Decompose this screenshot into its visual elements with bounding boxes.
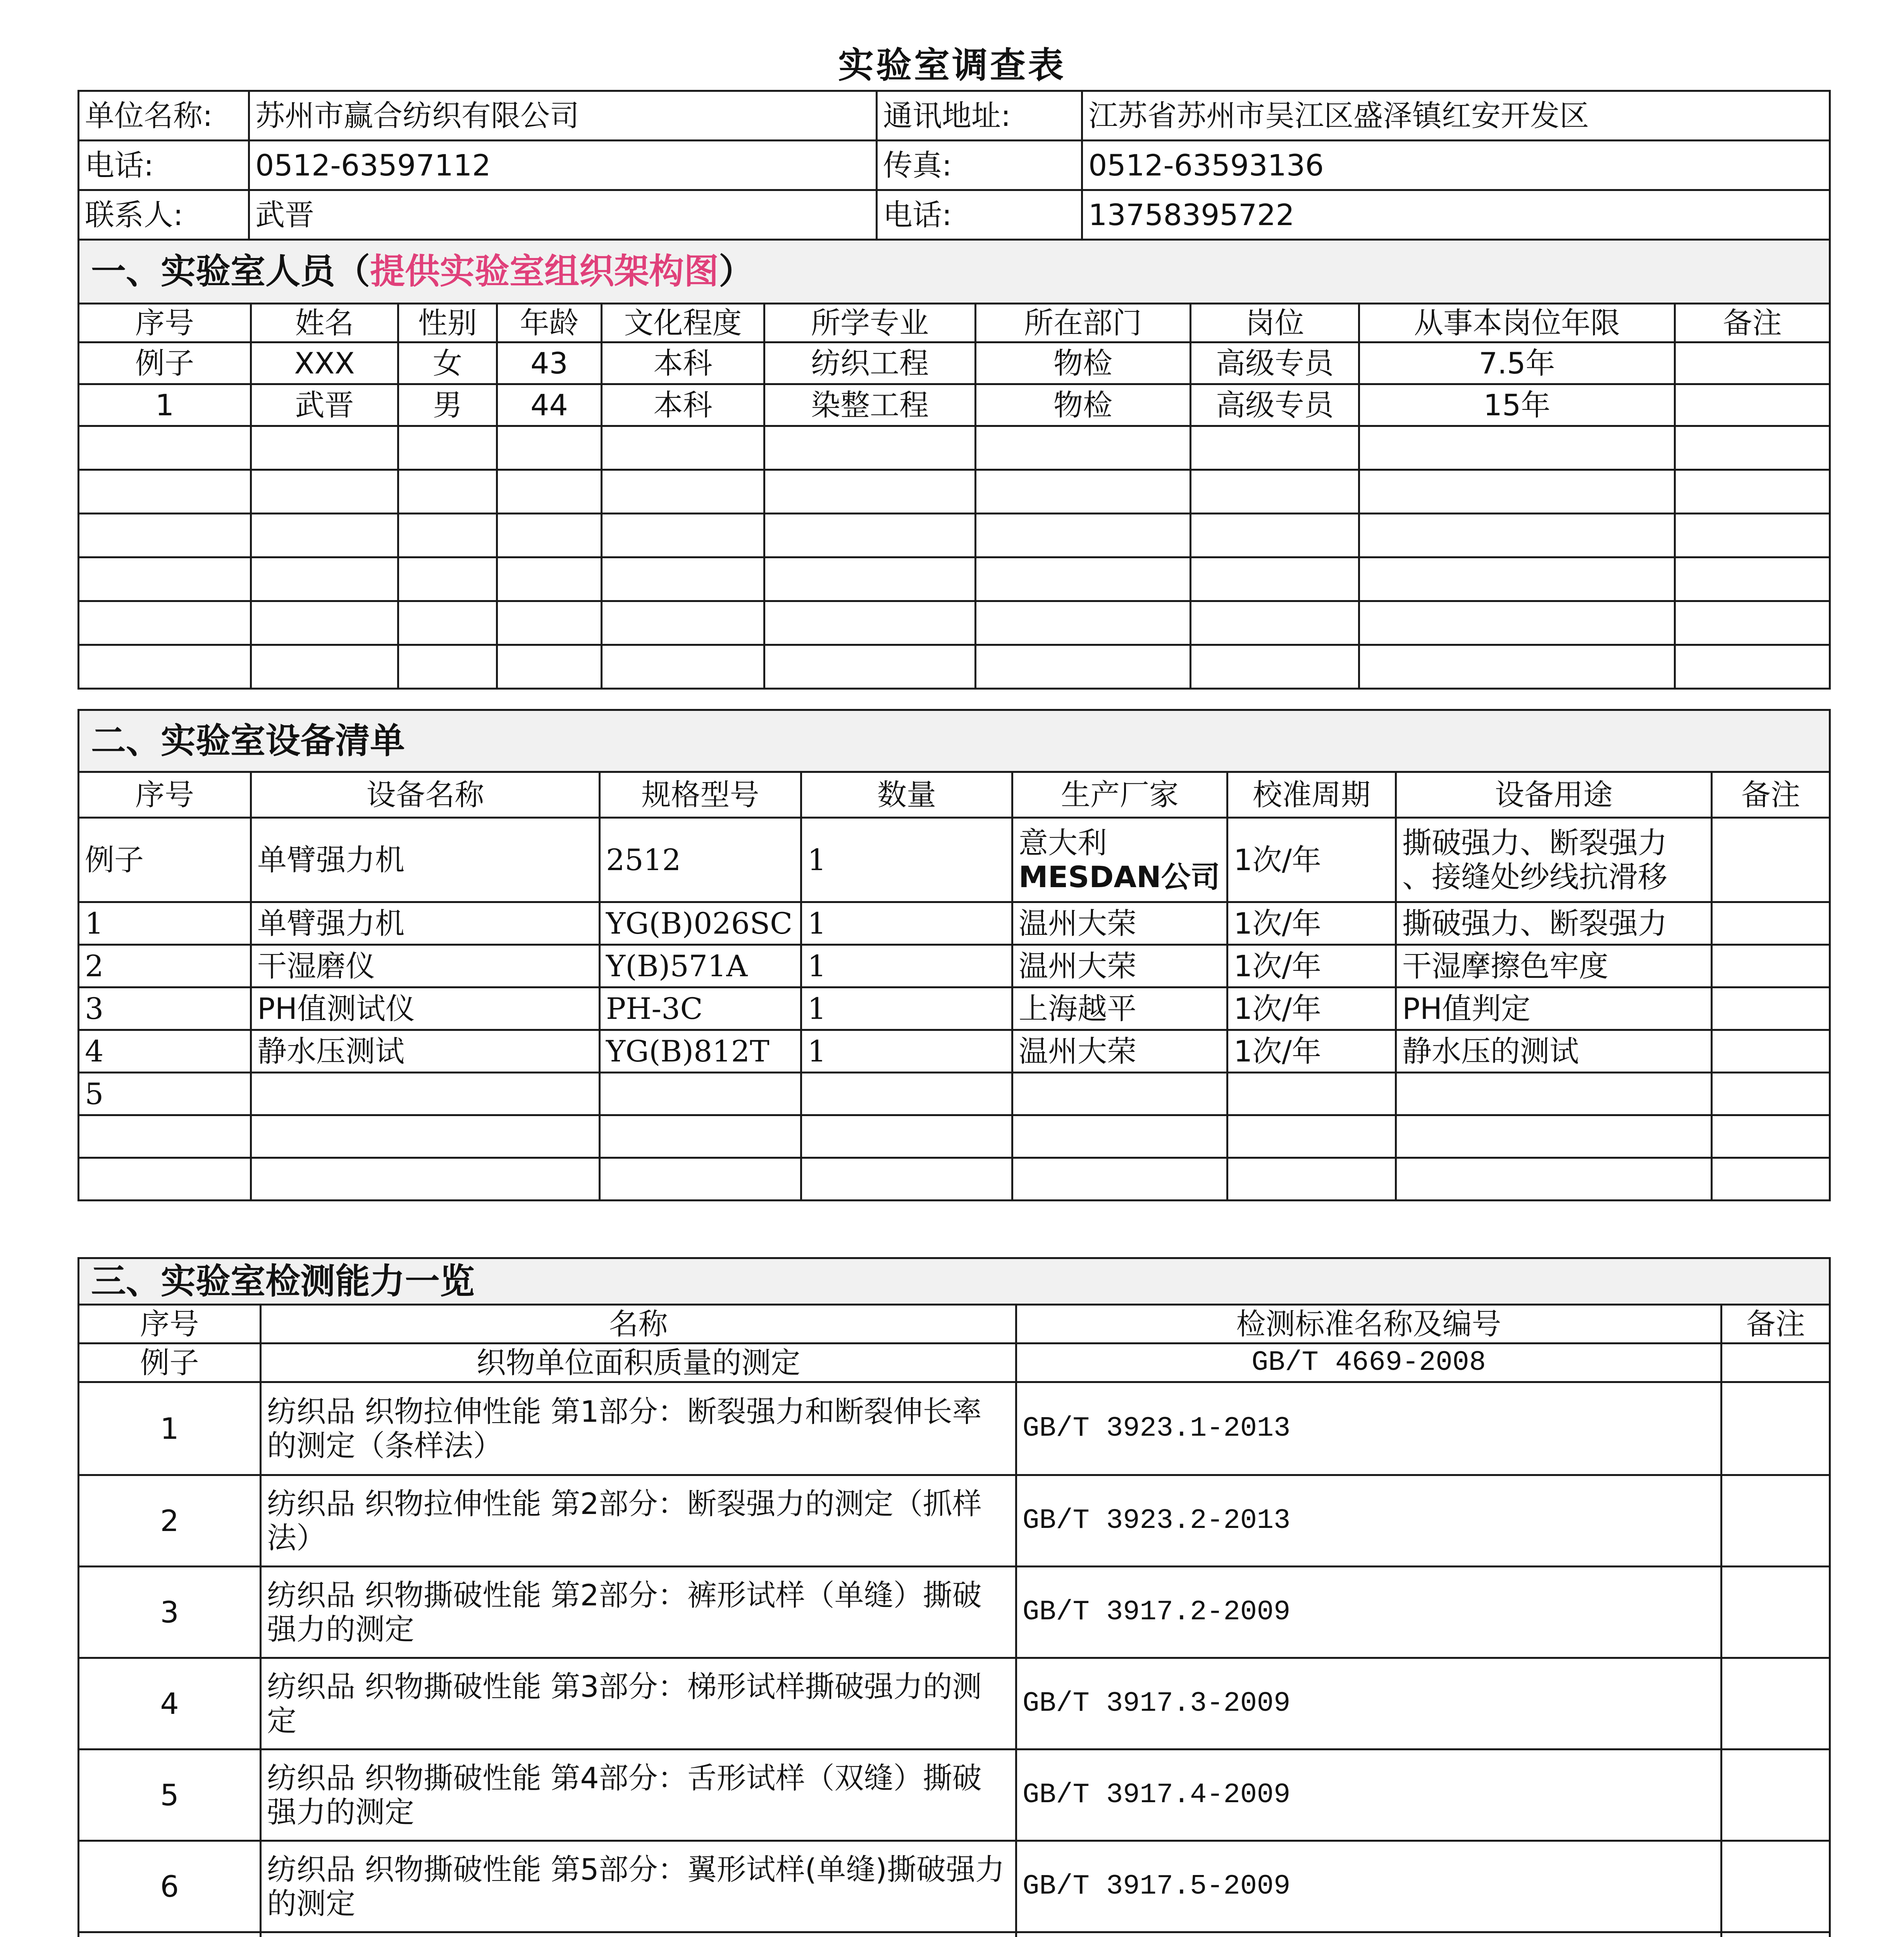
personnel-header-cell: 序号 <box>79 304 251 342</box>
personnel-cell: 女 <box>398 342 497 384</box>
capability-standard: GB/T 3917.3-2009 <box>1016 1658 1722 1749</box>
personnel-cell <box>1675 384 1830 426</box>
capability-standard: GB/T 3917.5-2009 <box>1016 1841 1722 1932</box>
address-value: 江苏省苏州市吴江区盛泽镇红安开发区 <box>1082 91 1830 141</box>
capability-example-standard: GB/T 4669-2008 <box>1016 1344 1722 1382</box>
fax-label: 传真: <box>877 141 1082 190</box>
page-title: 实验室调查表 <box>838 45 1066 86</box>
equipment-cell: 干湿磨仪 <box>251 945 600 987</box>
equipment-cell: 单臂强力机 <box>251 902 600 945</box>
equipment-cell: 上海越平 <box>1012 987 1227 1030</box>
equipment-cell <box>1712 1073 1830 1115</box>
personnel-cell: 物检 <box>976 342 1191 384</box>
personnel-header-cell: 所学专业 <box>764 304 976 342</box>
personnel-cell: 高级专员 <box>1191 384 1359 426</box>
capability-row <box>79 1932 1830 1937</box>
personnel-cell: 染整工程 <box>764 384 976 426</box>
use-line1: 撕破强力、断裂强力 <box>1402 826 1667 860</box>
personnel-cell <box>1675 342 1830 384</box>
equipment-cell: YG(B)812T <box>600 1030 801 1073</box>
equipment-cell <box>1396 1073 1712 1115</box>
capability-remark <box>1722 1475 1830 1567</box>
equipment-cell <box>251 1073 600 1115</box>
equipment-header-cell: 设备用途 <box>1396 772 1712 818</box>
equipment-header-cell: 数量 <box>801 772 1012 818</box>
personnel-cell: 武晋 <box>251 384 398 426</box>
tel-label: 电话: <box>79 141 249 190</box>
personnel-header-cell: 所在部门 <box>976 304 1191 342</box>
equipment-example-name: 单臂强力机 <box>251 818 600 902</box>
personnel-header-cell: 从事本岗位年限 <box>1359 304 1675 342</box>
equipment-cell <box>1712 945 1830 987</box>
capability-header-cell: 检测标准名称及编号 <box>1016 1305 1722 1344</box>
fax-value: 0512-63593136 <box>1082 141 1830 190</box>
address-label: 通讯地址: <box>877 91 1082 141</box>
mobile-value: 13758395722 <box>1082 190 1830 240</box>
personnel-header-cell: 岗位 <box>1191 304 1359 342</box>
capability-name <box>261 1932 1016 1937</box>
equipment-example-remark <box>1712 818 1830 902</box>
capability-remark <box>1722 1567 1830 1658</box>
capability-header-cell: 名称 <box>261 1305 1016 1344</box>
capability-name: 纺织品 织物拉伸性能 第1部分：断裂强力和断裂伸长率的测定（条样法） <box>261 1382 1016 1475</box>
capability-row <box>79 1567 1830 1658</box>
equipment-row <box>79 1073 1830 1115</box>
contact-value: 武晋 <box>249 190 877 240</box>
capability-name: 纺织品 织物拉伸性能 第2部分：断裂强力的测定（抓样法） <box>261 1475 1016 1567</box>
equipment-cell: PH-3C <box>600 987 801 1030</box>
use-line2: 、接缝处纱线抗滑移 <box>1402 859 1667 894</box>
equipment-cell <box>1227 1073 1396 1115</box>
capability-row <box>79 1749 1830 1841</box>
personnel-header-cell: 性别 <box>398 304 497 342</box>
capability-section-title: 三、实验室检测能力一览 <box>79 1258 1830 1305</box>
equipment-cell: 温州大荣 <box>1012 945 1227 987</box>
equipment-header-cell: 校准周期 <box>1227 772 1396 818</box>
equipment-cell <box>1712 1030 1830 1073</box>
capability-no: 1 <box>79 1382 261 1475</box>
capability-no: 5 <box>79 1749 261 1841</box>
capability-example-no: 例子 <box>79 1344 261 1382</box>
equipment-row <box>79 902 1830 945</box>
capability-remark <box>1722 1749 1830 1841</box>
personnel-cell: 15年 <box>1359 384 1675 426</box>
equipment-header-cell: 设备名称 <box>251 772 600 818</box>
equipment-example-no: 例子 <box>79 818 251 902</box>
capability-standard: GB/T 3923.2-2013 <box>1016 1475 1722 1567</box>
mobile-label: 电话: <box>877 190 1082 240</box>
personnel-cell: 物检 <box>976 384 1191 426</box>
equipment-cell: 温州大荣 <box>1012 902 1227 945</box>
personnel-cell: XXX <box>251 342 398 384</box>
equipment-header-cell: 生产厂家 <box>1012 772 1227 818</box>
equipment-row <box>79 945 1830 987</box>
maker-line2: MESDAN公司 <box>1019 859 1220 894</box>
equipment-cell: 1 <box>801 945 1012 987</box>
capability-example-remark <box>1722 1344 1830 1382</box>
equipment-cell: 温州大荣 <box>1012 1030 1227 1073</box>
personnel-row <box>79 384 1830 426</box>
personnel-table <box>77 239 1831 690</box>
equipment-cell: 2 <box>79 945 251 987</box>
capability-no: 2 <box>79 1475 261 1567</box>
section1-title: 一、实验室人员（ <box>91 251 370 292</box>
equipment-example-qty: 1 <box>801 818 1012 902</box>
equipment-cell <box>1712 987 1830 1030</box>
equipment-header-cell: 规格型号 <box>600 772 801 818</box>
equipment-cell <box>600 1073 801 1115</box>
equipment-cell: 1次/年 <box>1227 902 1396 945</box>
equipment-cell: 1次/年 <box>1227 1030 1396 1073</box>
equipment-cell: 1 <box>801 902 1012 945</box>
capability-standard <box>1016 1932 1722 1937</box>
equipment-cell: 1次/年 <box>1227 987 1396 1030</box>
equipment-section-title: 二、实验室设备清单 <box>79 710 1830 772</box>
capability-no: 4 <box>79 1658 261 1749</box>
equipment-row <box>79 987 1830 1030</box>
equipment-example-model: 2512 <box>600 818 801 902</box>
equipment-cell: 撕破强力、断裂强力 <box>1396 902 1712 945</box>
capability-standard: GB/T 3923.1-2013 <box>1016 1382 1722 1475</box>
capability-remark <box>1722 1658 1830 1749</box>
capability-example-name: 织物单位面积质量的测定 <box>261 1344 1016 1382</box>
capability-row <box>79 1382 1830 1475</box>
equipment-example-use <box>1396 818 1712 902</box>
company-info-table <box>77 90 1831 241</box>
equipment-row <box>79 1030 1830 1073</box>
personnel-cell: 纺织工程 <box>764 342 976 384</box>
capability-row <box>79 1658 1830 1749</box>
personnel-cell: 1 <box>79 384 251 426</box>
equipment-cell: 1 <box>79 902 251 945</box>
equipment-cell: 3 <box>79 987 251 1030</box>
org-chart-note: 提供实验室组织架构图 <box>370 251 719 292</box>
equipment-cell: YG(B)026SC <box>600 902 801 945</box>
equipment-cell: 静水压测试 <box>251 1030 600 1073</box>
capability-header-cell: 序号 <box>79 1305 261 1344</box>
equipment-cell <box>801 1073 1012 1115</box>
contact-label: 联系人: <box>79 190 249 240</box>
personnel-header-cell: 备注 <box>1675 304 1830 342</box>
capability-row <box>79 1841 1830 1932</box>
personnel-cell: 男 <box>398 384 497 426</box>
capability-name: 纺织品 织物撕破性能 第4部分：舌形试样（双缝）撕破强力的测定 <box>261 1749 1016 1841</box>
personnel-cell: 高级专员 <box>1191 342 1359 384</box>
capability-no: 3 <box>79 1567 261 1658</box>
equipment-cell <box>1012 1073 1227 1115</box>
equipment-header-cell: 备注 <box>1712 772 1830 818</box>
equipment-cell: Y(B)571A <box>600 945 801 987</box>
tel-value: 0512-63597112 <box>249 141 877 190</box>
personnel-cell: 例子 <box>79 342 251 384</box>
equipment-header-cell: 序号 <box>79 772 251 818</box>
personnel-cell: 本科 <box>602 384 764 426</box>
capability-remark <box>1722 1841 1830 1932</box>
equipment-example-cycle: 1次/年 <box>1227 818 1396 902</box>
equipment-cell: PH值判定 <box>1396 987 1712 1030</box>
personnel-cell: 43 <box>497 342 602 384</box>
personnel-cell: 44 <box>497 384 602 426</box>
equipment-cell: 1 <box>801 987 1012 1030</box>
equipment-cell: 静水压的测试 <box>1396 1030 1712 1073</box>
maker-line1: 意大利 <box>1019 826 1107 860</box>
personnel-header-cell: 年龄 <box>497 304 602 342</box>
capability-header-cell: 备注 <box>1722 1305 1830 1344</box>
capability-name: 纺织品 织物撕破性能 第2部分：裤形试样（单缝）撕破强力的测定 <box>261 1567 1016 1658</box>
capability-row <box>79 1475 1830 1567</box>
personnel-row <box>79 342 1830 384</box>
equipment-cell: 1 <box>801 1030 1012 1073</box>
personnel-section-title <box>79 240 1830 304</box>
section1-title-end: ） <box>719 251 754 292</box>
capability-table <box>77 1257 1831 1937</box>
equipment-cell: PH值测试仪 <box>251 987 600 1030</box>
equipment-cell: 4 <box>79 1030 251 1073</box>
equipment-table <box>77 709 1831 1201</box>
personnel-header-cell: 姓名 <box>251 304 398 342</box>
personnel-cell: 本科 <box>602 342 764 384</box>
unit-label: 单位名称: <box>79 91 249 141</box>
equipment-cell: 5 <box>79 1073 251 1115</box>
capability-no <box>79 1932 261 1937</box>
capability-name: 纺织品 织物撕破性能 第3部分：梯形试样撕破强力的测定 <box>261 1658 1016 1749</box>
capability-no: 6 <box>79 1841 261 1932</box>
equipment-cell <box>1712 902 1830 945</box>
personnel-cell: 7.5年 <box>1359 342 1675 384</box>
equipment-cell: 干湿摩擦色牢度 <box>1396 945 1712 987</box>
equipment-example-maker <box>1012 818 1227 902</box>
capability-standard: GB/T 3917.4-2009 <box>1016 1749 1722 1841</box>
personnel-header-cell: 文化程度 <box>602 304 764 342</box>
capability-name: 纺织品 织物撕破性能 第5部分：翼形试样(单缝)撕破强力的测定 <box>261 1841 1016 1932</box>
capability-remark <box>1722 1382 1830 1475</box>
equipment-cell: 1次/年 <box>1227 945 1396 987</box>
capability-remark <box>1722 1932 1830 1937</box>
unit-value: 苏州市赢合纺织有限公司 <box>249 91 877 141</box>
capability-standard: GB/T 3917.2-2009 <box>1016 1567 1722 1658</box>
